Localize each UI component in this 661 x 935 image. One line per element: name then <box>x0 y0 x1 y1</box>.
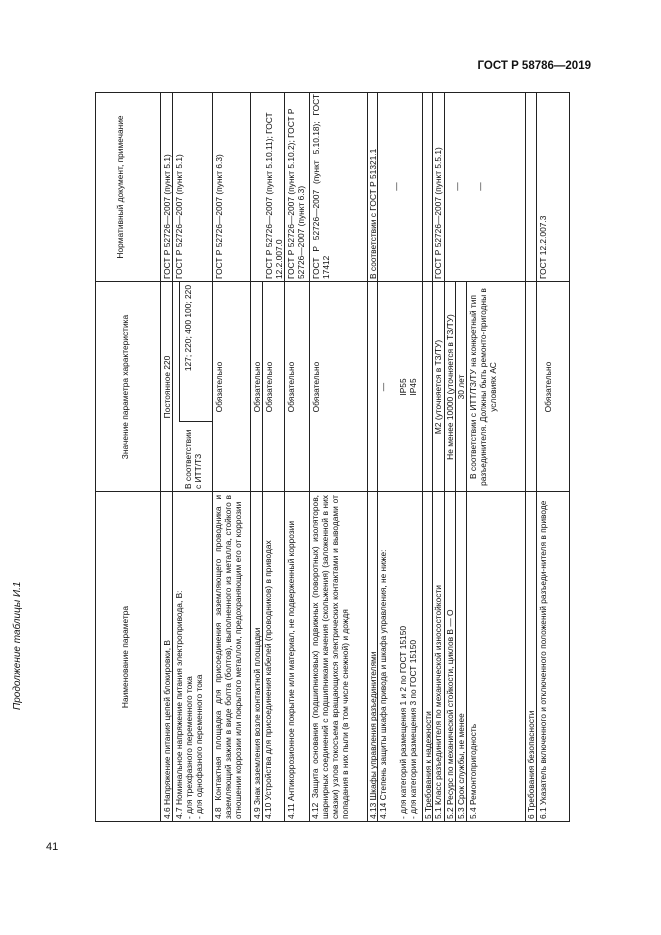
row-5-4-doc: — <box>475 182 485 191</box>
row-5-2-name: 5.2 Ресурс по механической стойкости, циклов В — О <box>445 609 455 819</box>
row-4-7-sub1: - для трехфазного переменного тока <box>184 676 194 819</box>
row-4-10-value: Обязательно <box>264 361 274 413</box>
row-6-1-name: 6.1 Указатель включенного и отключенного положений разъеди-нителя в приводе <box>538 500 548 819</box>
row-4-11-name: 4.11 Антикоррозионное покрытие или материал, не подверженный коррозии <box>286 520 296 819</box>
row-4-13-doc: В соответствии с ГОСТ Р 51321.1 <box>368 148 378 279</box>
row-4-14-doc: — <box>391 182 401 191</box>
row-4-10-doc: ГОСТ Р 52726—2007 (пункт 5.10.11); ГОСТ 12.2.007.0 <box>264 112 284 279</box>
row-4-6-name: 4.6 Напряжение питания цепей блокировки, В <box>162 640 172 819</box>
row-4-6-doc: ГОСТ Р 52726—2007 (пункт 5.1) <box>162 154 172 279</box>
col-header-value: Значение параметра характеристика <box>120 314 130 460</box>
row-4-14-value-1: IP55 <box>398 378 408 396</box>
row-4-13-value: — <box>378 382 388 392</box>
row-4-14-name: 4.14 Степень защиты шкафа привода и шкафа управления, не ниже: <box>378 549 388 819</box>
row-4-11-value: Обязательно <box>286 361 296 413</box>
row-4-7-sub2: - для однофазного переменного тока <box>194 674 204 819</box>
row-4-12-doc: ГОСТ Р 52726—2007 (пункт 5.10.18); ГОСТ 17412 <box>311 94 331 279</box>
row-4-12-value: Обязательно <box>311 361 321 413</box>
row-4-14-sub1: - для категорий размещения 1 и 2 по ГОСТ 15150 <box>398 625 408 819</box>
row-5-3-name: 5.3 Срок службы, не менее <box>456 713 466 819</box>
row-5-3-doc: — <box>452 182 462 191</box>
row-5-3-value: 30 лет <box>456 374 466 400</box>
row-4-6-value: Постоянное 220 <box>162 355 172 419</box>
table-caption: Продолжение таблицы И.1 <box>12 581 23 710</box>
row-5-1-doc: ГОСТ Р 52726—2007 (пункт 5.5.1) <box>433 147 443 279</box>
row-5-4-value: В соответствии с ИТТ/ТЗ/ТУ на конкретный тип разъединителя. Должны быть ремонто-пригодны в условиях АС <box>468 288 498 486</box>
row-4-7-value-right: 127; 220; 400 100; 220 <box>183 285 193 372</box>
rotated-table <box>95 92 570 822</box>
row-6-1-value: Обязательно <box>543 361 553 413</box>
row-4-10-name: 4.10 Устройства для присоединения кабелей (проводников) в приводах <box>263 540 273 819</box>
row-4-9-value: Обязательно <box>252 361 262 413</box>
row-4-13-name: 4.13 Шкафы управления разъединителями <box>368 651 378 819</box>
row-4-7-doc: ГОСТ Р 52726—2007 (пункт 5.1) <box>174 154 184 279</box>
standard-designation: ГОСТ Р 58786—2019 <box>477 60 591 72</box>
row-4-9-name: 4.9 Знак заземления возле контактной площадки <box>252 627 262 819</box>
row-4-8-name: 4.8 Контактная площадка для присоединения заземляющего проводника и заземляющий зажим в виде болта (болтов), выполненного из металла, стойкого в отношении коррозии или покрытого металлом, предохраняющим его от коррозии <box>213 495 243 819</box>
row-4-14-value-2: IP45 <box>408 378 418 396</box>
col-header-name: Наименование параметра <box>120 605 130 709</box>
row-4-7-name: 4.7 Номинальное напряжение питания электропривода, В: <box>174 590 184 819</box>
row-4-11-doc: ГОСТ Р 52726—2007 (пункт 5.10.2); ГОСТ Р 52726—2007 (пункт 6.3) <box>286 108 306 279</box>
row-5-2-value: Не менее 10000 (уточняется в ТЗ/ТУ) <box>445 314 455 460</box>
row-4-8-doc: ГОСТ Р 52726—2007 (пункт 6.3) <box>214 154 224 279</box>
section-5-heading: 5 Требования к надежности <box>423 711 433 819</box>
row-4-14-sub2: - для категории размещения 3 по ГОСТ 15150 <box>408 639 418 819</box>
row-5-1-value: М2 (уточняется в ТЗ/ТУ) <box>433 339 443 435</box>
section-6-heading: 6 Требования безопасности <box>526 710 536 819</box>
col-header-doc: Нормативный документ, примечание <box>115 115 125 259</box>
page-number: 41 <box>46 841 59 853</box>
row-4-12-name: 4.12 Защита основания (подшипниковых) подвижных (поворотных) изоляторов, шарнирных соединений с подшипниками качения (скольжения) (заложенной в них смазки) узлов токосъема вращающихся электрических контактами и выводами от попадания в них пыли (в том числе снежной) и дождя <box>310 495 350 819</box>
row-4-8-value: Обязательно <box>214 361 224 413</box>
row-6-1-doc: ГОСТ 12.2.007.3 <box>538 215 548 279</box>
row-4-7-value-left: В соответствии с ИТТ/ТЗ <box>183 429 203 489</box>
row-5-4-name: 5.4 Ремонтопригодность <box>468 723 478 819</box>
row-5-1-name: 5.1 Класс разъединителя по механической износостойкости <box>433 585 443 819</box>
